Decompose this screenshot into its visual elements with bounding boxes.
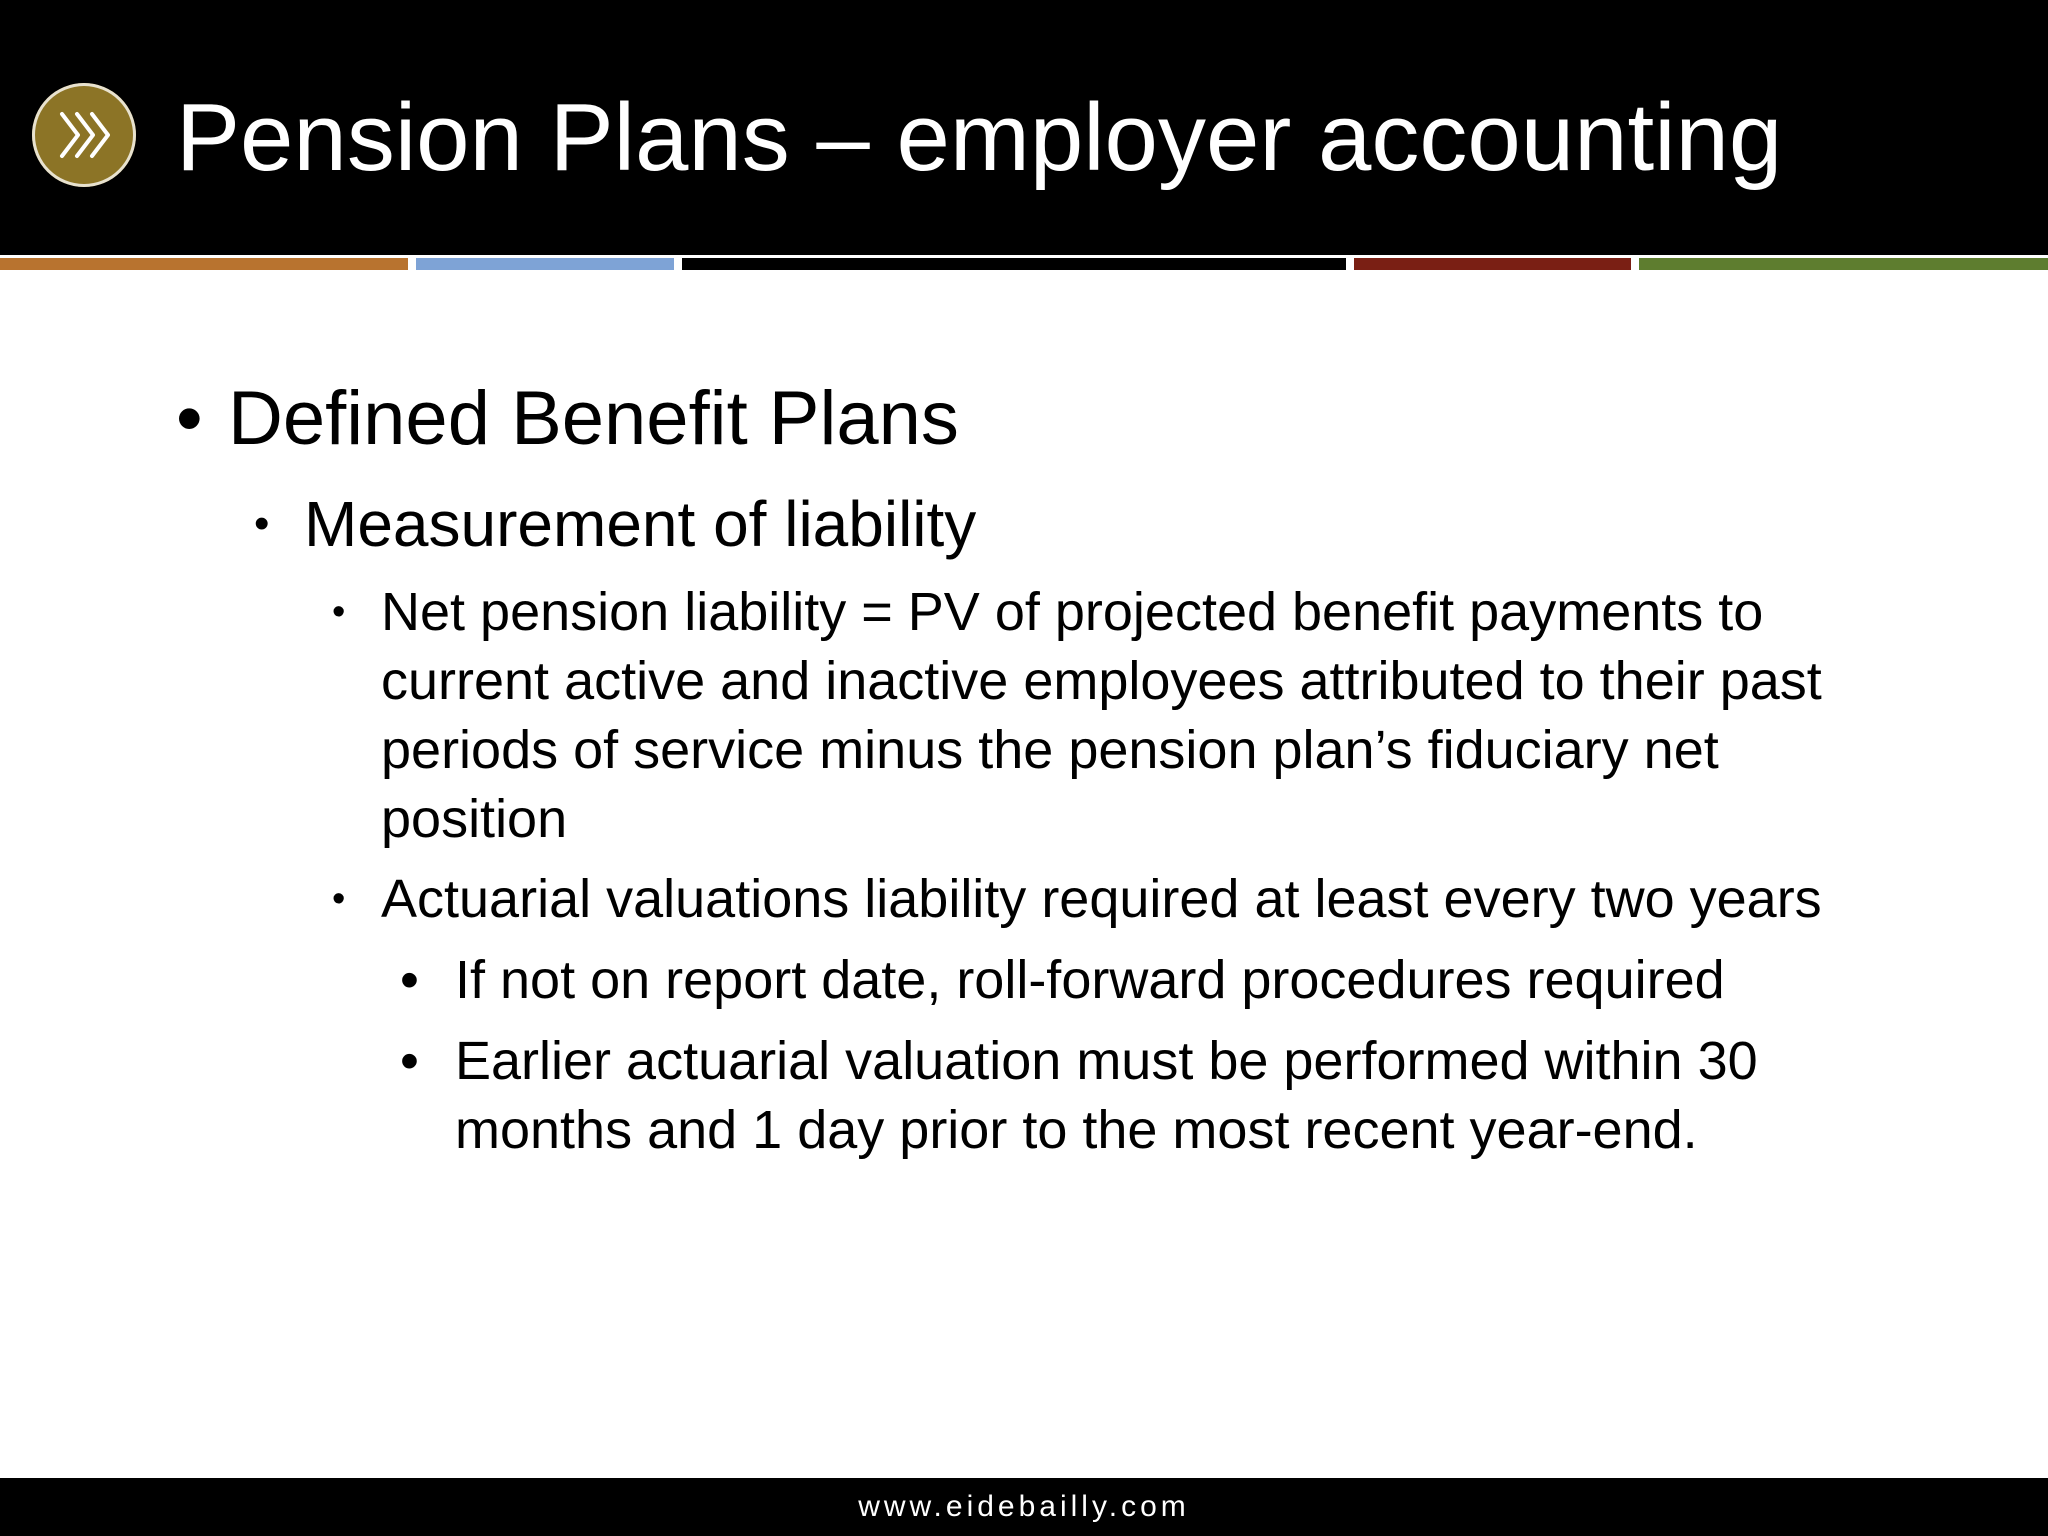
bullet-item <box>400 1027 1895 1165</box>
bullet-text: Earlier actuarial valuation must be performed within 30 months and 1 day prior to the most recent year-end. <box>455 1031 1758 1160</box>
slide-header <box>0 0 2048 255</box>
bullet-text: Measurement of liability <box>304 488 977 560</box>
bullet-item <box>176 374 1978 464</box>
stripe-green <box>1639 258 2048 270</box>
bullet-marker: • <box>332 878 346 920</box>
stripe-red <box>1354 258 1631 270</box>
bullet-marker: • <box>400 950 419 1010</box>
bullet-marker: • <box>254 499 270 548</box>
bullet-item <box>332 865 1941 934</box>
chevrons-right-icon <box>32 83 136 187</box>
bullet-marker: • <box>176 376 203 461</box>
slide-footer <box>0 1478 2048 1536</box>
bullet-item <box>254 486 2004 562</box>
bullet-marker: • <box>332 591 346 633</box>
stripe-black <box>682 258 1346 270</box>
color-stripe-bar <box>0 258 2048 270</box>
bullet-text: If not on report date, roll-forward procedures required <box>455 950 1725 1010</box>
bullet-marker: • <box>400 1031 419 1091</box>
slide-title: Pension Plans – employer accounting <box>176 84 1783 191</box>
footer-url: www.eidebailly.com <box>858 1490 1190 1523</box>
bullet-text: Net pension liability = PV of projected benefit payments to current active and inactive employees attributed to their past periods of service minus the pension plan’s fiduciary net position <box>381 582 1822 849</box>
bullet-item <box>400 946 1955 1015</box>
bullet-item <box>332 578 1901 854</box>
stripe-orange <box>0 258 408 270</box>
stripe-blue <box>416 258 674 270</box>
bullet-text: Defined Benefit Plans <box>228 376 959 461</box>
bullet-text: Actuarial valuations liability required at least every two years <box>381 869 1822 929</box>
